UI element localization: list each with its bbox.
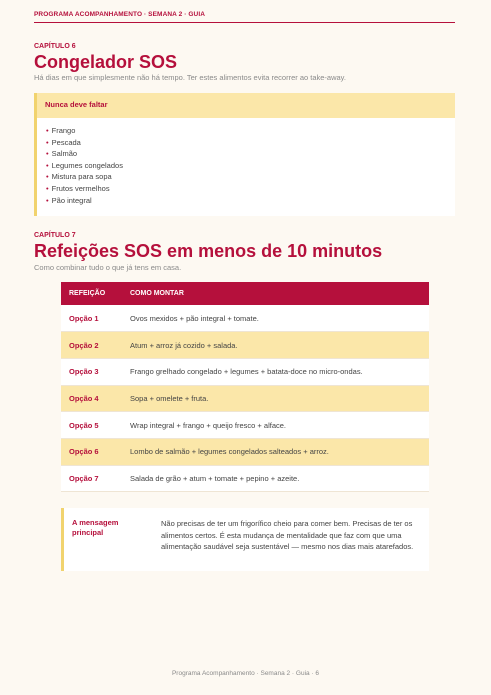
list-item-label: Legumes congelados (51, 160, 123, 170)
running-header: PROGRAMA ACOMPANHAMENTO · SEMANA 2 · GUIA (34, 11, 455, 23)
meal-option: Opção 7 (61, 465, 122, 492)
table-body (61, 305, 429, 492)
chapter-7-label: CAPÍTULO 7 (34, 232, 76, 239)
meal-how-to: Ovos mexidos + pão integral + tomate. (122, 305, 429, 332)
meal-option: Opção 2 (61, 332, 122, 359)
table-row (61, 465, 429, 492)
column-header-how: COMO MONTAR (122, 282, 429, 305)
list-item (46, 171, 455, 183)
list-item (46, 125, 455, 137)
bullet-icon: • (46, 183, 49, 193)
chapter-6-title: Congelador SOS (34, 52, 178, 72)
key-message-text: Não precisas de ter um frigorífico cheio para comer bem. Precisas de ter os alimentos certos. É esta mudança de mentalidade que faz com que uma alimentação saudável seja sustentável — mesmo nos dias mais atarefados. (161, 519, 414, 552)
chapter-6-subtitle: Há dias em que simplesmente não há tempo. Ter estes alimentos evita recorrer ao take-away. (34, 73, 346, 82)
meal-how-to: Frango grelhado congelado + legumes + batata-doce no micro-ondas. (122, 358, 429, 385)
freezer-list (37, 118, 455, 206)
list-item-label: Frutos vermelhos (51, 183, 110, 193)
bullet-icon: • (46, 172, 49, 182)
list-item (46, 160, 455, 172)
meal-option: Opção 3 (61, 358, 122, 385)
bullet-icon: • (46, 195, 49, 205)
sos-meals-table (61, 282, 429, 492)
table-row (61, 385, 429, 412)
must-have-box (34, 93, 455, 216)
meal-option: Opção 5 (61, 412, 122, 439)
list-item-label: Mistura para sopa (51, 172, 112, 182)
meal-option: Opção 6 (61, 438, 122, 465)
page-footer: Programa Acompanhamento · Semana 2 · Guia · 6 (171, 670, 320, 677)
list-item (46, 195, 455, 207)
table-row (61, 305, 429, 332)
meal-option: Opção 4 (61, 385, 122, 412)
table-row (61, 358, 429, 385)
bullet-icon: • (46, 149, 49, 159)
table-row (61, 332, 429, 359)
must-have-box-title: Nunca deve faltar (37, 93, 455, 118)
key-message-callout (61, 508, 429, 571)
list-item-label: Frango (51, 126, 76, 135)
meal-how-to: Lombo de salmão + legumes congelados salteados + arroz. (122, 438, 429, 465)
meal-how-to: Sopa + omelete + fruta. (122, 385, 429, 412)
meal-how-to: Atum + arroz já cozido + salada. (122, 332, 429, 359)
chapter-7-subtitle: Como combinar tudo o que já tens em casa. (34, 263, 182, 272)
bullet-icon: • (46, 137, 49, 147)
column-header-meal: REFEIÇÃO (61, 282, 122, 305)
bullet-icon: • (46, 160, 49, 170)
meal-how-to: Salada de grão + atum + tomate + pepino + azeite. (122, 465, 429, 492)
list-item-label: Pão integral (51, 195, 92, 205)
list-item (46, 137, 455, 149)
list-item (46, 148, 455, 160)
meal-how-to: Wrap integral + frango + queijo fresco + alface. (122, 412, 429, 439)
table-header-row (61, 282, 429, 305)
bullet-icon: • (46, 126, 49, 135)
list-item-label: Pescada (51, 137, 81, 147)
table-row (61, 412, 429, 439)
list-item-label: Salmão (51, 149, 78, 159)
chapter-7-title: Refeições SOS em menos de 10 minutos (34, 241, 383, 261)
list-item (46, 183, 455, 195)
key-message-label: A mensagem principal (72, 518, 119, 537)
meal-option: Opção 1 (61, 305, 122, 332)
chapter-6-label: CAPÍTULO 6 (34, 43, 76, 50)
table-row (61, 438, 429, 465)
